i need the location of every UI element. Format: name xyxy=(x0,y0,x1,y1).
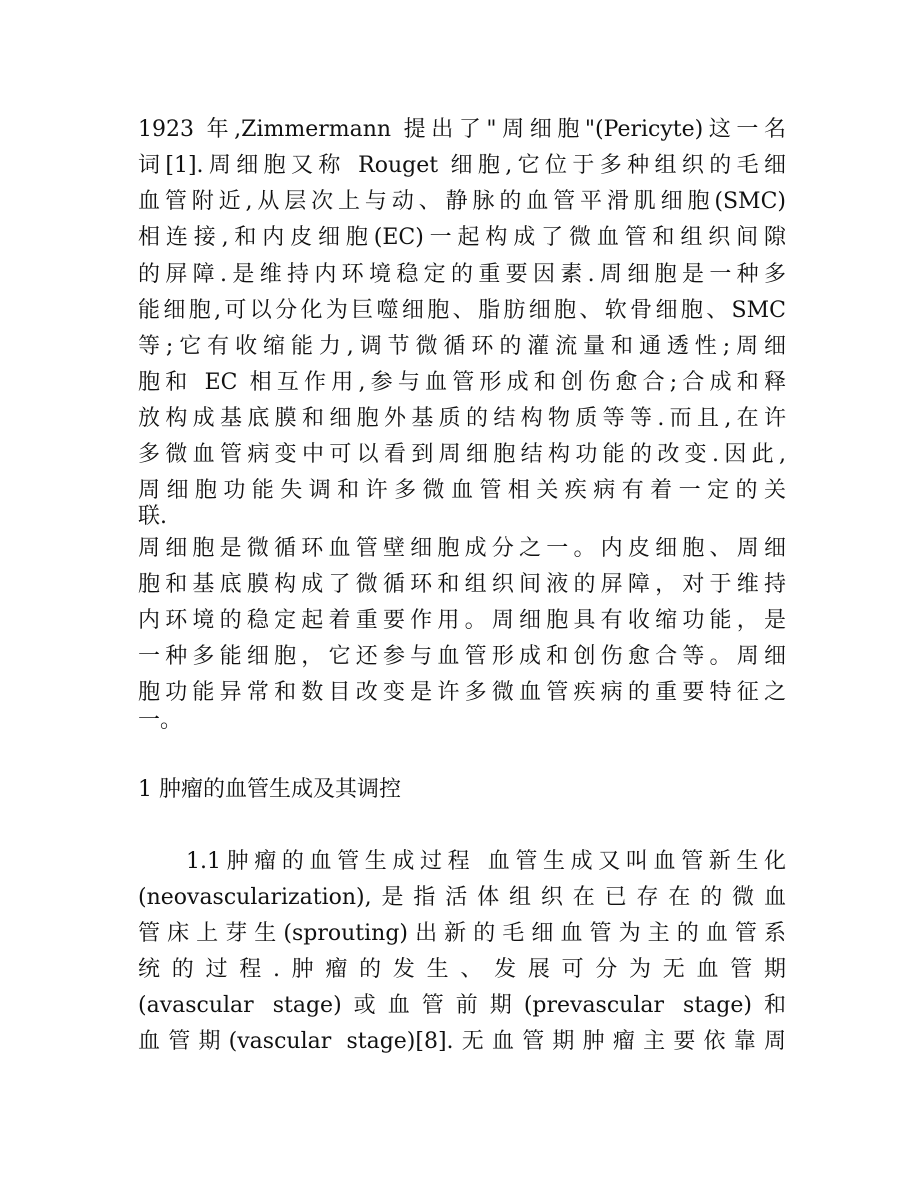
text-line: 管床上芽生(sprouting)出新的毛细血管为主的血管系 xyxy=(138,921,786,946)
text-line: 放构成基底膜和细胞外基质的结构物质等等.而且,在许 xyxy=(138,406,786,431)
text-line: 一种多能细胞，它还参与血管形成和创伤愈合等。周细 xyxy=(138,644,786,669)
text-line: 1.1肿瘤的血管生成过程 血管生成又叫血管新生化 xyxy=(186,849,786,874)
text-line: 胞功能异常和数目改变是许多微血管疾病的重要特征之 xyxy=(138,680,786,705)
text-line: 一。 xyxy=(138,708,183,733)
text-line: 相连接,和内皮细胞(EC)一起构成了微血管和组织间隙 xyxy=(138,225,786,250)
text-line: 周细胞是微循环血管壁细胞成分之一。内皮细胞、周细 xyxy=(138,536,786,561)
section-heading: 1 肿瘤的血管生成及其调控 xyxy=(138,777,401,802)
text-line: 胞和 EC 相互作用,参与血管形成和创伤愈合;合成和释 xyxy=(138,370,786,395)
text-line: 内环境的稳定起着重要作用。周细胞具有收缩功能，是 xyxy=(138,608,786,633)
text-line: 血管附近,从层次上与动、静脉的血管平滑肌细胞(SMC) xyxy=(138,189,786,214)
text-line: 等;它有收缩能力,调节微循环的灌流量和通透性;周细 xyxy=(138,334,786,359)
text-line: 统的过程.肿瘤的发生、发展可分为无血管期 xyxy=(138,957,786,982)
text-line: 词[1].周细胞又称 Rouget 细胞,它位于多种组织的毛细 xyxy=(138,153,786,178)
text-line: 周细胞功能失调和许多微血管相关疾病有着一定的关 xyxy=(138,478,786,503)
text-line: (neovascularization),是指活体组织在已存在的微血 xyxy=(138,885,786,910)
text-line: 胞和基底膜构成了微循环和组织间液的屏障，对于维持 xyxy=(138,572,786,597)
text-line: 1923 年,Zimmermann 提出了"周细胞"(Pericyte)这一名 xyxy=(138,117,786,142)
text-line: 能细胞,可以分化为巨噬细胞、脂肪细胞、软骨细胞、SMC xyxy=(138,298,786,323)
text-line: 血管期(vascular stage)[8].无血管期肿瘤主要依靠周 xyxy=(138,1029,786,1054)
text-line: (avascular stage)或血管前期(prevascular stage)和 xyxy=(138,993,786,1018)
text-line: 的屏障.是维持内环境稳定的重要因素.周细胞是一种多 xyxy=(138,262,786,287)
text-line: 联. xyxy=(138,504,167,529)
text-line: 多微血管病变中可以看到周细胞结构功能的改变.因此, xyxy=(138,442,786,467)
